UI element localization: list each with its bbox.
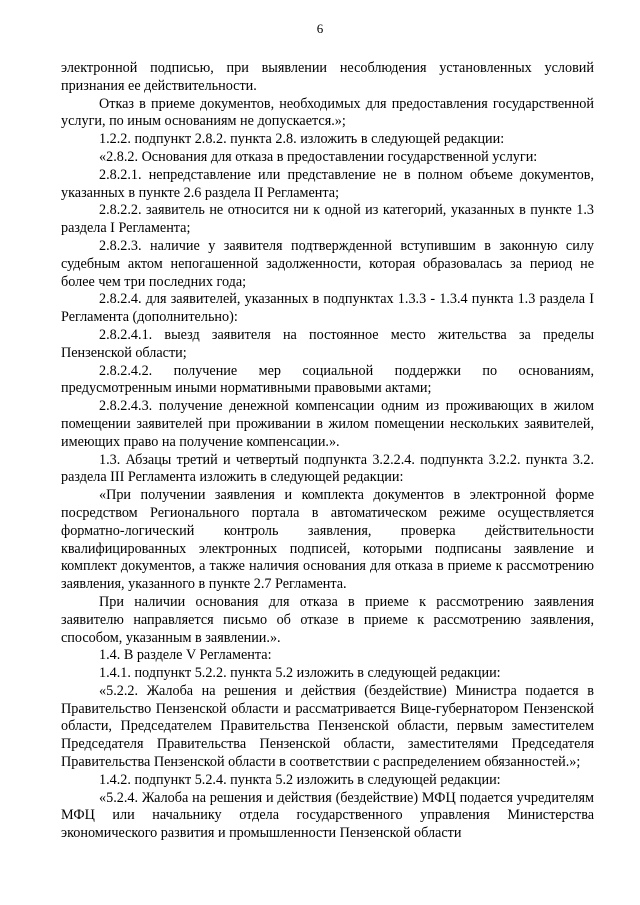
paragraph: 2.8.2.4. для заявителей, указанных в подпунктах 1.3.3 - 1.3.4 пункта 1.3 раздела I Регламента (дополнительно):: [61, 291, 594, 326]
paragraph: 2.8.2.1. непредставление или представление не в полном объеме документов, указанных в пункте 2.6 раздела II Регламента;: [61, 166, 594, 201]
document-body: [61, 60, 594, 843]
page-number: 6: [316, 21, 324, 36]
paragraph: При наличии основания для отказа в приеме к рассмотрению заявления заявителю направляется письмо об отказе в приеме к рассмотрению заявления, способом, указанным в заявлении.».: [61, 593, 594, 646]
paragraph: «2.8.2. Основания для отказа в предоставлении государственной услуги:: [99, 148, 538, 165]
paragraph: 2.8.2.2. заявитель не относится ни к одной из категорий, указанных в пункте 1.3 раздела I Регламента;: [61, 202, 594, 237]
paragraph: 1.4.1. подпункт 5.2.2. пункта 5.2 изложить в следующей редакции:: [99, 665, 501, 682]
paragraph: электронной подписью, при выявлении несоблюдения установленных условий признания ее действительности.: [61, 60, 594, 94]
paragraph: Отказ в приеме документов, необходимых для предоставления государственной услуги, по иным основаниям не допускается.»;: [61, 95, 594, 130]
paragraph: 2.8.2.4.2. получение мер социальной поддержки по основаниям, предусмотренным иными нормативными правовыми актами;: [61, 362, 594, 397]
paragraph: 2.8.2.4.3. получение денежной компенсации одним из проживающих в жилом помещении заявителей при проживании в жилом помещении нескольких заявителей, имеющих право на получение компенсации.».: [61, 398, 594, 450]
paragraph: 1.4.2. подпункт 5.2.4. пункта 5.2 изложить в следующей редакции:: [99, 771, 501, 788]
paragraph: 1.2.2. подпункт 2.8.2. пункта 2.8. изложить в следующей редакции:: [99, 131, 505, 148]
paragraph: 1.4. В разделе V Регламента:: [99, 647, 272, 664]
paragraph: «5.2.2. Жалоба на решения и действия (бездействие) Министра подается в Правительство Пензенской области и рассматривается Вице-губернатором Пензенской области, Председателем Правительства Пензенской области, первым заместителем Председателя Правительства Пензенской области, заместителями Председателя Правительства Пензенской области в соответствии с распределением обязанностей.»;: [61, 682, 594, 771]
paragraph: 1.3. Абзацы третий и четвертый подпункта 3.2.2.4. подпункта 3.2.2. пункта 3.2. раздела III Регламента изложить в следующей редакции:: [61, 451, 594, 486]
paragraph: 2.8.2.3. наличие у заявителя подтвержденной вступившим в законную силу судебным актом непогашенной задолженности, которая образовалась за период не более чем три последних года;: [61, 237, 594, 290]
paragraph: «При получении заявления и комплекта документов в электронной форме посредством Регионального портала в автоматическом режиме осуществляется форматно-логический контроль заявления, проверка действительности квалифицированных электронных подписей, которыми подписаны заявление и комплект документов, а также наличия основания для отказа в приеме к рассмотрению заявления, указанного в пункте 2.7 Регламента.: [61, 487, 594, 593]
paragraph: 2.8.2.4.1. выезд заявителя на постоянное место жительства за пределы Пензенской области;: [61, 326, 594, 361]
paragraph: «5.2.4. Жалоба на решения и действия (бездействие) МФЦ подается учредителям МФЦ или начальнику отдела государственного управления Министерства экономического развития и промышленности Пензенской области: [61, 789, 594, 842]
